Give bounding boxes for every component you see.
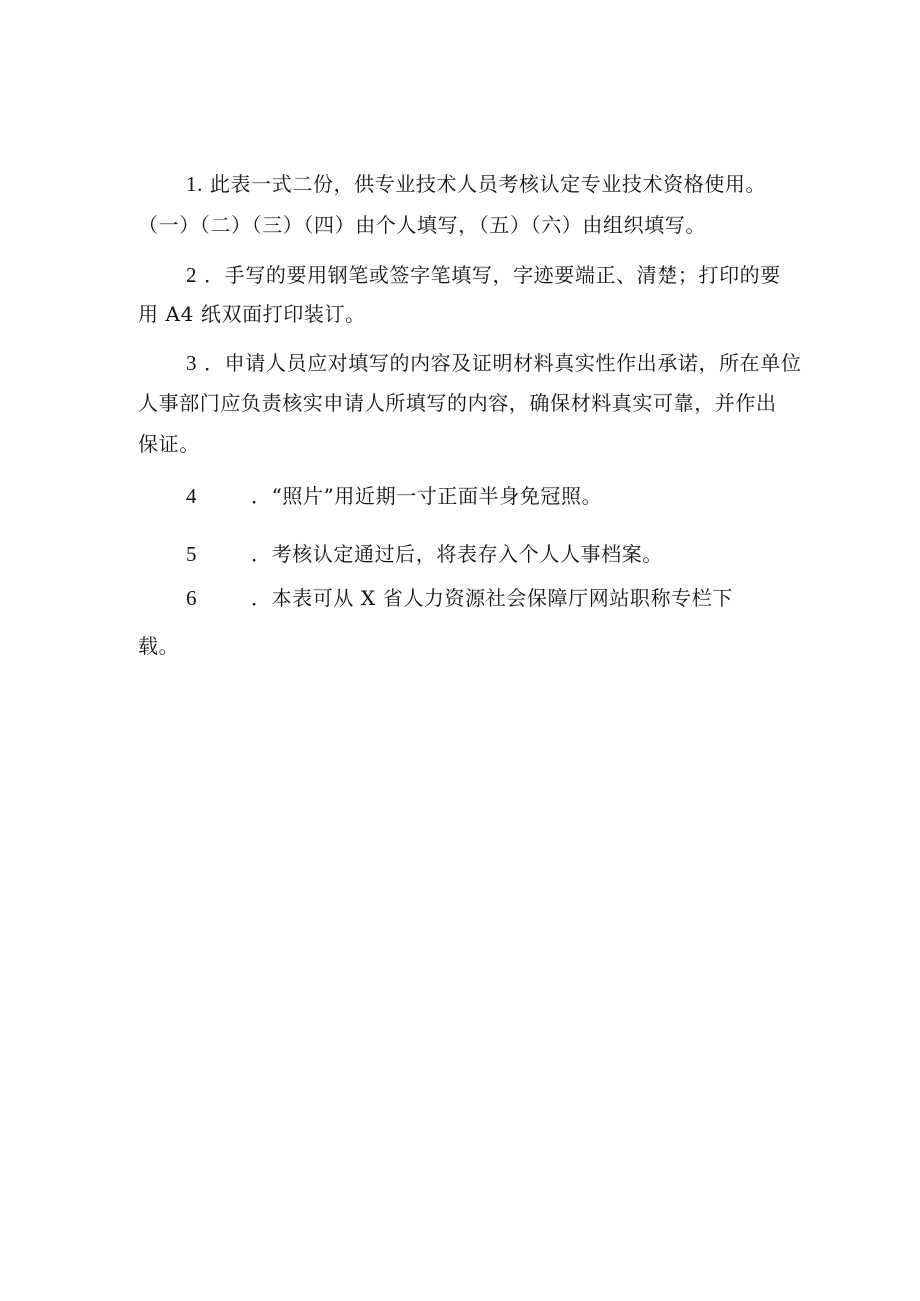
note-1-number: 1. bbox=[186, 172, 203, 196]
note-3-line-3 bbox=[138, 430, 818, 458]
note-3-text-2: 人事部门应负责核实申请人所填写的内容，确保材料真实可靠，并作出 bbox=[138, 391, 777, 415]
note-6-line-1 bbox=[186, 584, 818, 612]
note-6-text-1: ．本表可从 X 省人力资源社会保障厅网站职称专栏下 bbox=[250, 586, 733, 610]
note-5-number: 5 bbox=[186, 542, 198, 566]
note-1-text-2: （一）（二）（三）（四）由个人填写，（五）（六）由组织填写。 bbox=[138, 213, 706, 237]
note-6-number: 6 bbox=[186, 586, 198, 610]
note-3-text-1: ．申请人员应对填写的内容及证明材料真实性作出承诺，所在单位 bbox=[204, 351, 802, 375]
note-5-line-1 bbox=[186, 540, 818, 568]
note-2-text-2: 用 A4 纸双面打印装订。 bbox=[138, 302, 366, 326]
note-2-number: 2 bbox=[186, 263, 198, 287]
note-3-line-2 bbox=[138, 389, 818, 417]
note-6-text-2: 载。 bbox=[138, 634, 180, 658]
note-2-text-1: ．手写的要用钢笔或签字笔填写，字迹要端正、清楚；打印的要 bbox=[204, 263, 781, 287]
note-2-line-1 bbox=[186, 261, 818, 289]
note-6-line-2 bbox=[138, 632, 818, 660]
note-3-text-3: 保证。 bbox=[138, 432, 200, 456]
note-4-text-1: ．“照片”用近期一寸正面半身免冠照。 bbox=[250, 484, 603, 508]
note-5-text-1: ．考核认定通过后，将表存入个人人事档案。 bbox=[250, 542, 663, 566]
note-3-line-1 bbox=[186, 349, 818, 377]
note-4-number: 4 bbox=[186, 484, 198, 508]
note-4-line-1 bbox=[186, 482, 818, 510]
note-1-text-1: 此表一式二份，供专业技术人员考核认定专业技术资格使用。 bbox=[209, 172, 767, 196]
note-3-number: 3 bbox=[186, 351, 198, 375]
note-2-line-2 bbox=[138, 300, 818, 328]
note-1-line-1 bbox=[186, 170, 818, 198]
note-1-line-2 bbox=[138, 211, 818, 239]
